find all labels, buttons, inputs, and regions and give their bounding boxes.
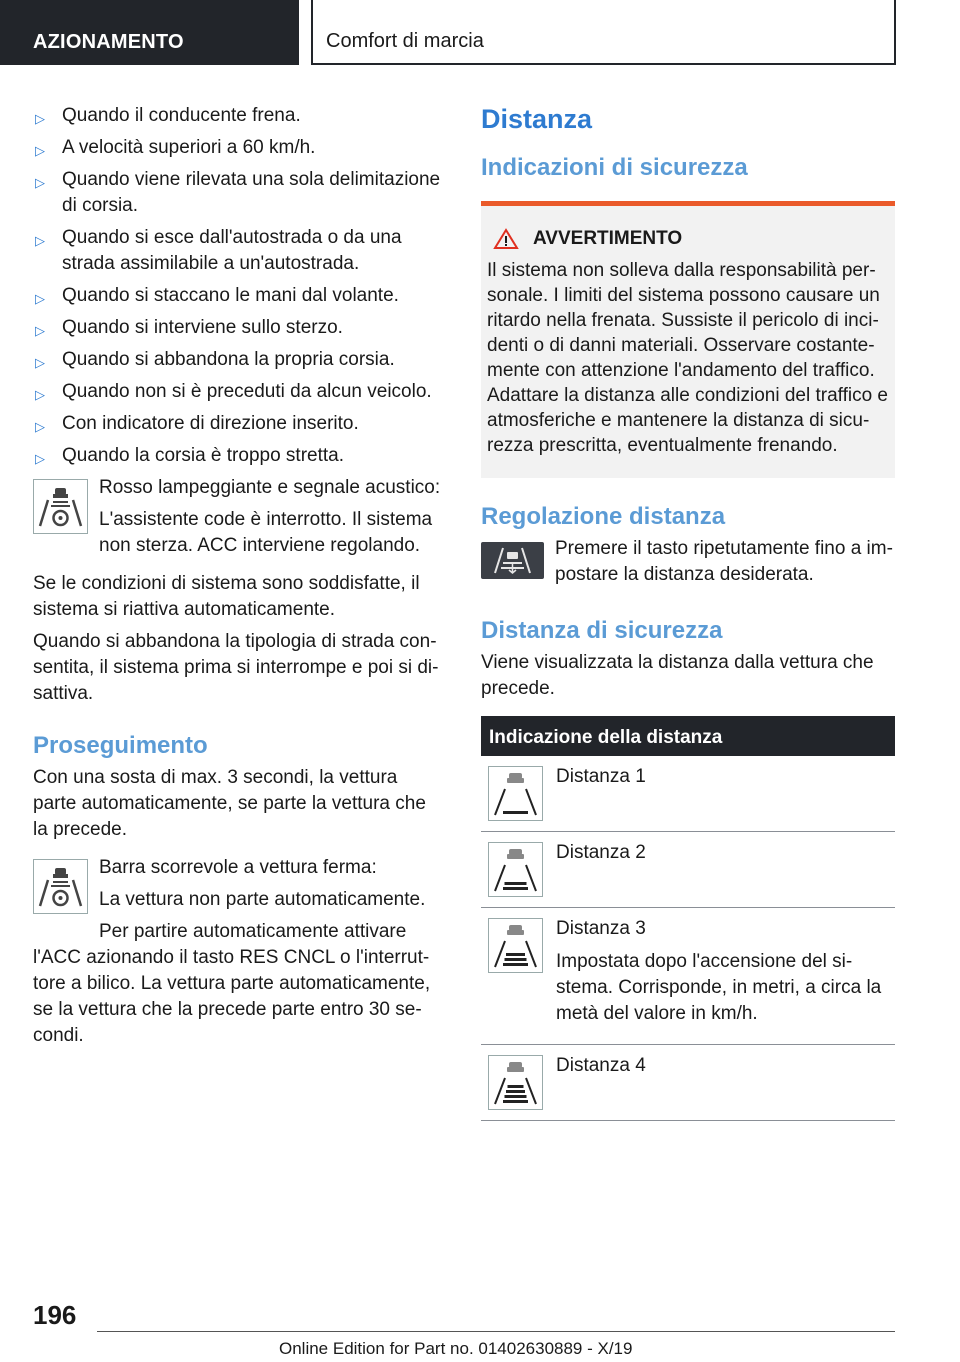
right-column (481, 103, 895, 1121)
edition-text: Online Edition for Part no. 01402630889 - X/19 (279, 1339, 633, 1358)
table-row (481, 756, 895, 832)
footer-divider (97, 1331, 895, 1332)
paragraph: Con una sosta di max. 3 secondi, la vettura parte automaticamente, se parte la vettura che la precede. (33, 767, 426, 840)
section-heading: Regolazione distanza (481, 503, 726, 530)
paragraph: Viene visualizzata la distanza dalla vettura che precede. (481, 652, 874, 699)
section-title: AZIONAMENTO (33, 31, 184, 53)
triangle-bullet-icon: ▷ (35, 355, 45, 370)
list-item: ▷ Con indicatore di direzione inserito. (33, 411, 443, 437)
condition-list (33, 103, 443, 469)
triangle-bullet-icon: ▷ (35, 451, 45, 466)
icon-description: L'assistente code è interrotto. Il sistema non sterza. ACC interviene regolando. (99, 509, 433, 556)
table-row (481, 832, 895, 908)
section-tab (0, 0, 299, 65)
distance-table (481, 716, 895, 1121)
list-item: ▷ Quando non si è preceduti da alcun veicolo. (33, 379, 443, 405)
section-heading: Proseguimento (33, 732, 208, 759)
warning-text: Il sistema non solleva dalla responsabilità personale. I limiti del sistema possono causare un ritardo nella frenata. Sussiste il pericolo di incidenti o di danni materiali. Osservare costantemente con attenzione l'andamento del traffico. Adattare la distanza alle condizioni del traffico e atmosferiche e mantenere la distanza di sicurezza prescritta, eventualmente frenando. (487, 260, 889, 456)
icon-description: Rosso lampeggiante e segnale acustico: (99, 477, 441, 498)
distance-bars-icon (489, 767, 542, 820)
distance-4-icon (488, 1055, 543, 1110)
section-heading: Indicazioni di sicurezza (481, 154, 748, 181)
distance-note: Impostata dopo l'accensione del sistema. Corrisponde, in metri, a circa la metà del valore in km/h. (556, 951, 882, 1024)
list-item: ▷ Quando viene rilevata una sola delimitazione di corsia. (35, 169, 441, 216)
steering-assist-red-icon (33, 479, 88, 534)
warning-triangle-icon (493, 228, 519, 250)
list-item: ▷ Quando si esce dall'autostrada o da una strada assimilabile a un'autostrada. (35, 227, 402, 274)
table-header: Indicazione della distanza (481, 716, 895, 756)
distance-2-icon (488, 842, 543, 897)
icon-description: La vettura non parte automaticamente. (99, 889, 426, 910)
distance-bars-icon (489, 919, 542, 972)
triangle-bullet-icon: ▷ (35, 175, 45, 190)
list-item: ▷ A velocità superiori a 60 km/h. (33, 135, 443, 161)
triangle-bullet-icon: ▷ (35, 111, 45, 126)
triangle-bullet-icon: ▷ (35, 291, 45, 306)
list-item: ▷ Quando il conducente frena. (33, 103, 443, 129)
distance-bars-icon (489, 843, 542, 896)
steering-assist-bar-row (33, 855, 443, 945)
triangle-bullet-icon: ▷ (35, 419, 45, 434)
page-title: Distanza (481, 104, 593, 134)
list-item: ▷ Quando la corsia è troppo stretta. (33, 443, 443, 469)
list-item: ▷ Quando si abbandona la propria corsia. (33, 347, 443, 373)
left-column (33, 103, 443, 1049)
triangle-bullet-icon: ▷ (35, 387, 45, 402)
distance-bars-icon (489, 1056, 542, 1109)
distance-label: Distanza 3 (556, 918, 646, 939)
table-row (481, 1045, 895, 1121)
distance-label: Distanza 4 (556, 1055, 646, 1076)
list-item: ▷ Quando si staccano le mani dal volante. (33, 283, 443, 309)
distance-label: Distanza 1 (556, 766, 646, 787)
paragraph: Quando si abbandona la tipologia di strada consentita, il sistema prima si interrompe e poi si disattiva. (33, 631, 439, 704)
triangle-bullet-icon: ▷ (35, 323, 45, 338)
page-number: 196 (33, 1300, 77, 1330)
distance-button-icon (481, 542, 544, 579)
steering-assist-bar-icon (33, 859, 88, 914)
chapter-tab (311, 0, 896, 65)
distance-3-icon (488, 918, 543, 973)
paragraph: Se le condizioni di sistema sono soddisfatte, il sistema si riattiva automaticamente. (33, 573, 420, 620)
distance-button-row (481, 536, 895, 594)
distance-1-icon (488, 766, 543, 821)
paragraph: l'ACC azionando il tasto RES CNCL o l'interruttore a bilico. La vettura parte automaticamente, se la vettura che la precede parte entro 30 secondi. (33, 947, 431, 1046)
icon-description: Per partire automaticamente attivare (99, 921, 407, 942)
list-item: ▷ Quando si interviene sullo sterzo. (33, 315, 443, 341)
icon-description: Barra scorrevole a vettura ferma: (99, 857, 377, 878)
section-heading: Distanza di sicurezza (481, 617, 723, 644)
distance-label: Distanza 2 (556, 842, 646, 863)
triangle-bullet-icon: ▷ (35, 233, 45, 248)
steering-assist-red-row (33, 475, 443, 565)
paragraph: Premere il tasto ripetutamente fino a impostare la distanza desiderata. (555, 538, 893, 585)
warning-box (481, 201, 895, 478)
chapter-title: Comfort di marcia (326, 30, 484, 52)
triangle-bullet-icon: ▷ (35, 143, 45, 158)
warning-label: AVVERTIMENTO (533, 228, 683, 249)
table-row (481, 908, 895, 1045)
